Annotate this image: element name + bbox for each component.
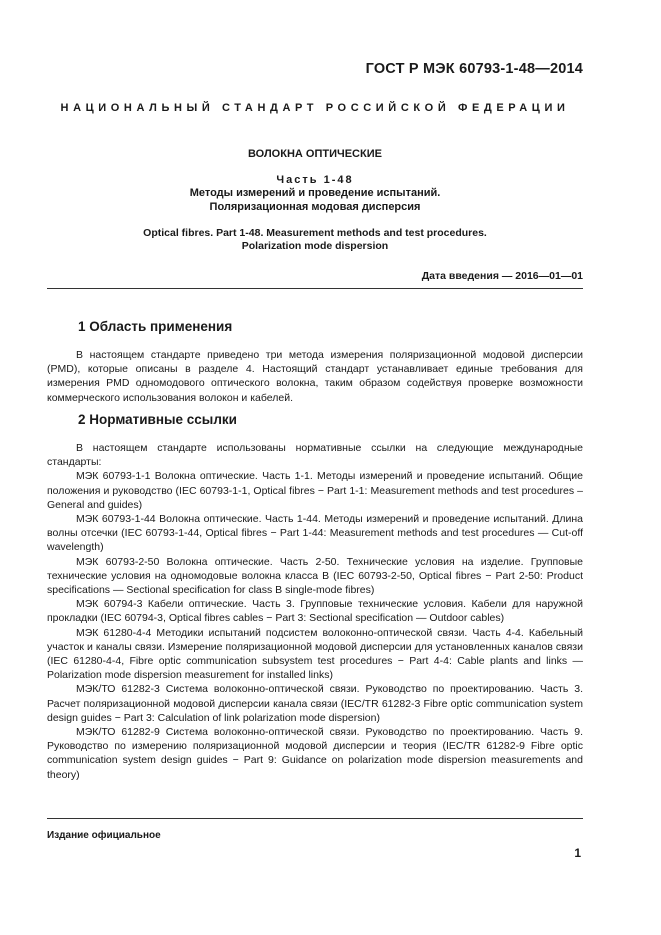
section-1-heading: 1 Область применения: [78, 319, 233, 334]
reference-item: МЭК 60794-3 Кабели оптические. Часть 3. Групповые технические условия. Кабели для наружной прокладки (IEC 60794-3, Optical fibres cables − Part 3: Sectional specification — Outdoor cables): [47, 598, 583, 625]
reference-item: МЭК 60793-2-50 Волокна оптические. Часть 2-50. Технические условия на изделие. Групповые технические условия на одномодовые волокна класса B (IEC 60793-2-50, Optical fibres − Part 2-50: Product specifications — Sectional specification for class B single-mode fibres): [47, 555, 583, 597]
document-number: ГОСТ Р МЭК 60793-1-48—2014: [365, 61, 583, 77]
divider-bottom: [47, 818, 583, 819]
page-number: 1: [574, 846, 581, 860]
reference-item: МЭК 60793-1-44 Волокна оптические. Часть 1-44. Методы измерений и проведение испытаний. Длина волны отсечки (IEC 60793-1-44, Optical fibres − Part 1-44: Measurement methods and test procedures — Cut-off wavelength): [47, 513, 583, 554]
reference-item: МЭК/ТО 61282-9 Система волоконно-оптической связи. Руководство по проектированию. Часть 9. Руководство по измерению поляризационной модовой дисперсии и теория (IEC/TR 61282-9 Fibre optic communication system design guides − Part 9: Guidance on polarization mode dispersion measurements and theory): [47, 726, 583, 781]
introduction-date: Дата введения — 2016—01—01: [421, 270, 583, 282]
subtitle-line-2: Поляризационная модовая дисперсия: [209, 201, 421, 213]
subtitle-line-1: Методы измерений и проведение испытаний.: [189, 187, 441, 199]
paragraph: В настоящем стандарте использованы нормативные ссылки на следующие международные стандарты:: [47, 442, 583, 469]
reference-item: МЭК 61280-4-4 Методики испытаний подсистем волоконно-оптической связи. Часть 4-4. Кабельный участок и каналы связи. Измерение поляризационной модовой дисперсии для установленных каналов связи (IEC 61280-4-4, Fibre optic communication subsystem test procedures − Part 4-4: Cable plants and links — Polarization mode dispersion measurement for installed links): [47, 626, 583, 682]
reference-item: МЭК/ТО 61282-3 Система волоконно-оптической связи. Руководство по проектированию. Часть 3. Расчет поляризационной модовой дисперсии канала связи (IEC/TR 61282-3 Fibre optic communication system design guides − Part 3: Calculation of link polarization mode dispersion): [47, 683, 583, 724]
part-number: Часть 1-48: [276, 174, 354, 186]
english-title-line-2: Polarization mode dispersion: [241, 240, 389, 252]
national-standard-banner: НАЦИОНАЛЬНЫЙ СТАНДАРТ РОССИЙСКОЙ ФЕДЕРАЦИИ: [60, 102, 570, 114]
english-title-line-1: Optical fibres. Part 1-48. Measurement methods and test procedures.: [143, 227, 487, 239]
reference-item: МЭК 60793-1-1 Волокна оптические. Часть 1-1. Методы измерений и проведение испытаний. Общие положения и руководство (IEC 60793-1-1, Optical fibres − Part 1-1: Measurement methods and test procedures –General and guides): [47, 470, 583, 511]
section-1-body: [47, 348, 583, 405]
section-2-heading: 2 Нормативные ссылки: [78, 412, 237, 427]
divider-top: [47, 288, 583, 289]
section-2-body: [47, 441, 583, 782]
edition-note: Издание официальное: [47, 830, 161, 841]
standard-title: ВОЛОКНА ОПТИЧЕСКИЕ: [248, 148, 382, 160]
paragraph: В настоящем стандарте приведено три метода измерения поляризационной модовой дисперсии (PMD), которые описаны в разделе 4. Настоящий стандарт устанавливает единые требования для измерения PMD одномодового оптического волокна, таким образом содействуя проверке возможности коммерческого использования волокон и кабелей.: [47, 349, 583, 404]
